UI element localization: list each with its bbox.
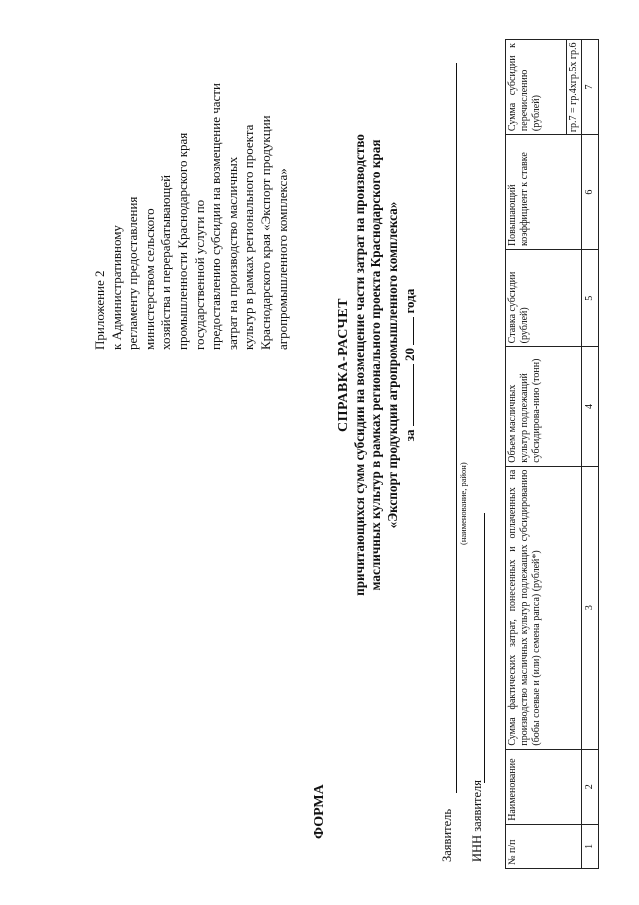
applicant-hint: (наименование, район) <box>458 462 468 545</box>
period-prefix: за <box>401 429 417 442</box>
column-number: 5 <box>582 250 599 347</box>
appendix-line: промышленности Краснодарского края <box>174 132 190 350</box>
appendix-line: регламенту предоставления <box>125 196 141 350</box>
inn-field-line <box>484 513 485 783</box>
appendix-line: предоставлению субсидии на возмещение части <box>208 83 224 350</box>
year-blank <box>401 317 414 345</box>
period-century: 20 <box>401 348 417 362</box>
header-cell: Сумма фактических затрат, понесенных и оплаченных на производство масличных культур подлежащих субсидированию (бобы соевые и (или) семена рапса) (рублей*) <box>506 466 582 749</box>
period-line <box>401 115 418 615</box>
header-cell: № п/п <box>506 824 582 868</box>
title-heading: СПРАВКА-РАСЧЕТ <box>336 297 351 433</box>
appendix-line: Краснодарского края «Экспорт продукции <box>257 115 273 350</box>
appendix-header <box>92 20 291 350</box>
column-number: 6 <box>582 135 599 250</box>
table-row <box>582 40 599 869</box>
inn-label: ИНН заявителя <box>470 779 484 862</box>
calculation-table <box>505 39 599 869</box>
header-cell: Объем масличных культур подлежащий субсидирова-нию (тонн) <box>506 347 582 466</box>
appendix-line: культур в рамках регионального проекта <box>241 124 257 350</box>
header-cell: Повышающий коэффициент к ставке <box>506 135 582 250</box>
period-blank <box>401 364 414 426</box>
appendix-line: затрат на производство масличных <box>224 156 240 350</box>
column-number: 2 <box>582 749 599 824</box>
title-line: масличных культур в рамках регионального проекта Краснодарского края <box>368 139 384 591</box>
column-number: 7 <box>582 40 599 135</box>
column-number: 3 <box>582 466 599 749</box>
appendix-line: государственной услуги по <box>191 199 207 350</box>
applicant-label: Заявитель <box>440 808 454 862</box>
title-line: причитающихся сумм субсидии на возмещение части затрат на производство <box>352 134 368 596</box>
appendix-line: Приложение 2 <box>92 270 107 350</box>
column-number: 1 <box>582 824 599 868</box>
title-line: «Экспорт продукции агропромышленного комплекса» <box>384 201 400 529</box>
header-cell: Наименование <box>506 749 582 824</box>
document-title <box>336 115 418 615</box>
appendix-line: агропромышленного комплекса» <box>274 168 290 350</box>
period-suffix: года <box>401 288 417 314</box>
table-header-row <box>506 40 567 869</box>
column-number: 4 <box>582 347 599 466</box>
header-cell: Ставка субсидии (рублей) <box>506 250 582 347</box>
applicant-field-line <box>456 63 457 793</box>
formula-cell: гр.7 = гр.4хгр.5х гр.6 <box>567 40 582 135</box>
header-cell: Сумма субсидии к перечислению (рублей) <box>506 40 567 135</box>
appendix-line: к Административному <box>108 225 124 350</box>
appendix-line: хозяйства и перерабатывающей <box>158 174 174 350</box>
appendix-line: министерством сельского <box>141 208 157 350</box>
form-label: ФОРМА <box>312 784 327 839</box>
